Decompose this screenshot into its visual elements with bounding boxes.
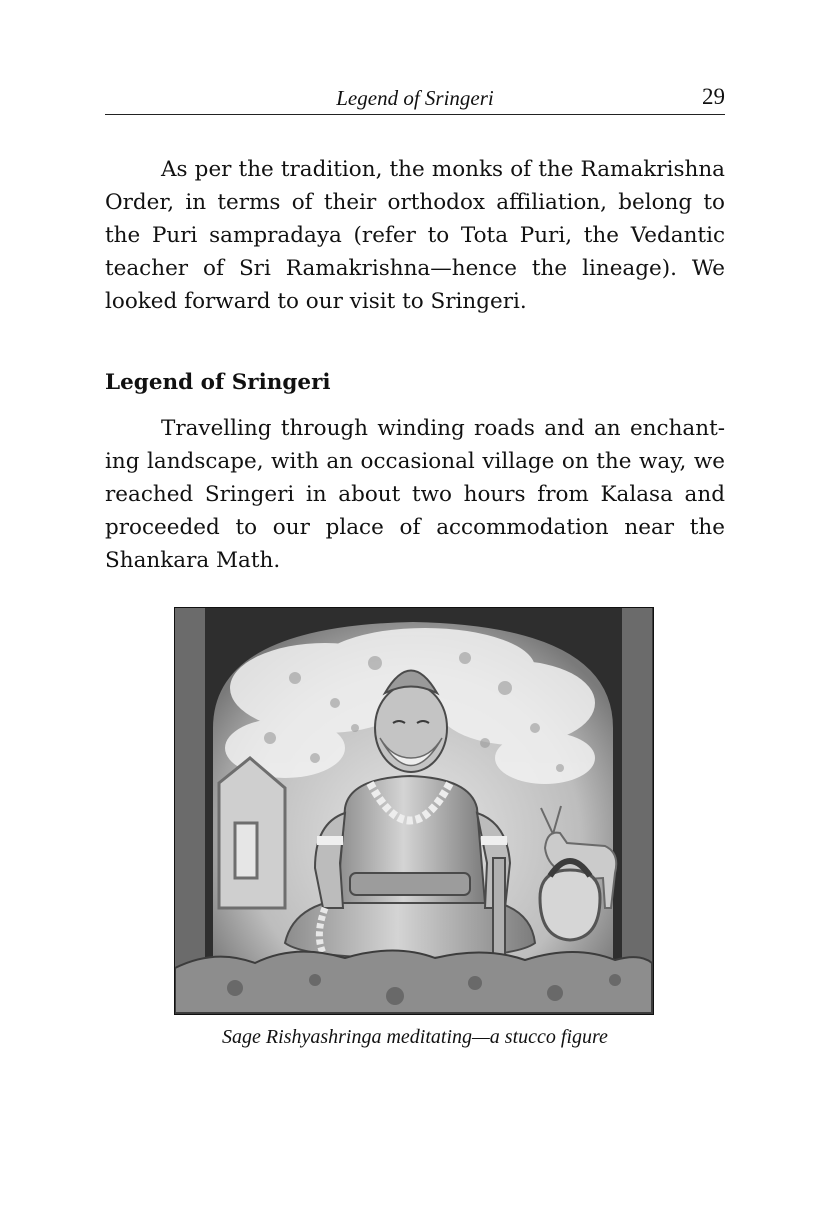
niche-pillar-right — [622, 608, 652, 1013]
running-title: Legend of Sringeri — [336, 86, 494, 110]
figure-caption: Sage Rishyashringa meditating—a stucco figure — [222, 1026, 608, 1048]
page-number: 29 — [702, 84, 725, 109]
running-head — [105, 84, 725, 115]
niche-pillar-left — [175, 608, 205, 1013]
figure-photo — [174, 607, 654, 1015]
rock-base — [175, 951, 652, 1014]
body-paragraph: Travelling through winding roads and an enchanting landscape, with an occasional village on the way, we reached Sringeri in about two hours from Kalasa and proceeded to our place of accommodation near the Shankara Math. — [105, 416, 725, 573]
water-pot-relief — [540, 861, 600, 940]
hut-relief — [219, 758, 285, 908]
body-paragraph: As per the tradition, the monks of the Ramakrishna Order, in terms of their orthodox affiliation, belong to the Puri sampradaya (refer to Tota Puri, the Vedantic teacher of Sri Ramakrishna—hence the lineage). We looked forward to our visit to Sringeri. — [105, 157, 725, 314]
section-heading: Legend of Sringeri — [105, 370, 331, 395]
stucco-figure-illustration — [175, 608, 652, 1013]
